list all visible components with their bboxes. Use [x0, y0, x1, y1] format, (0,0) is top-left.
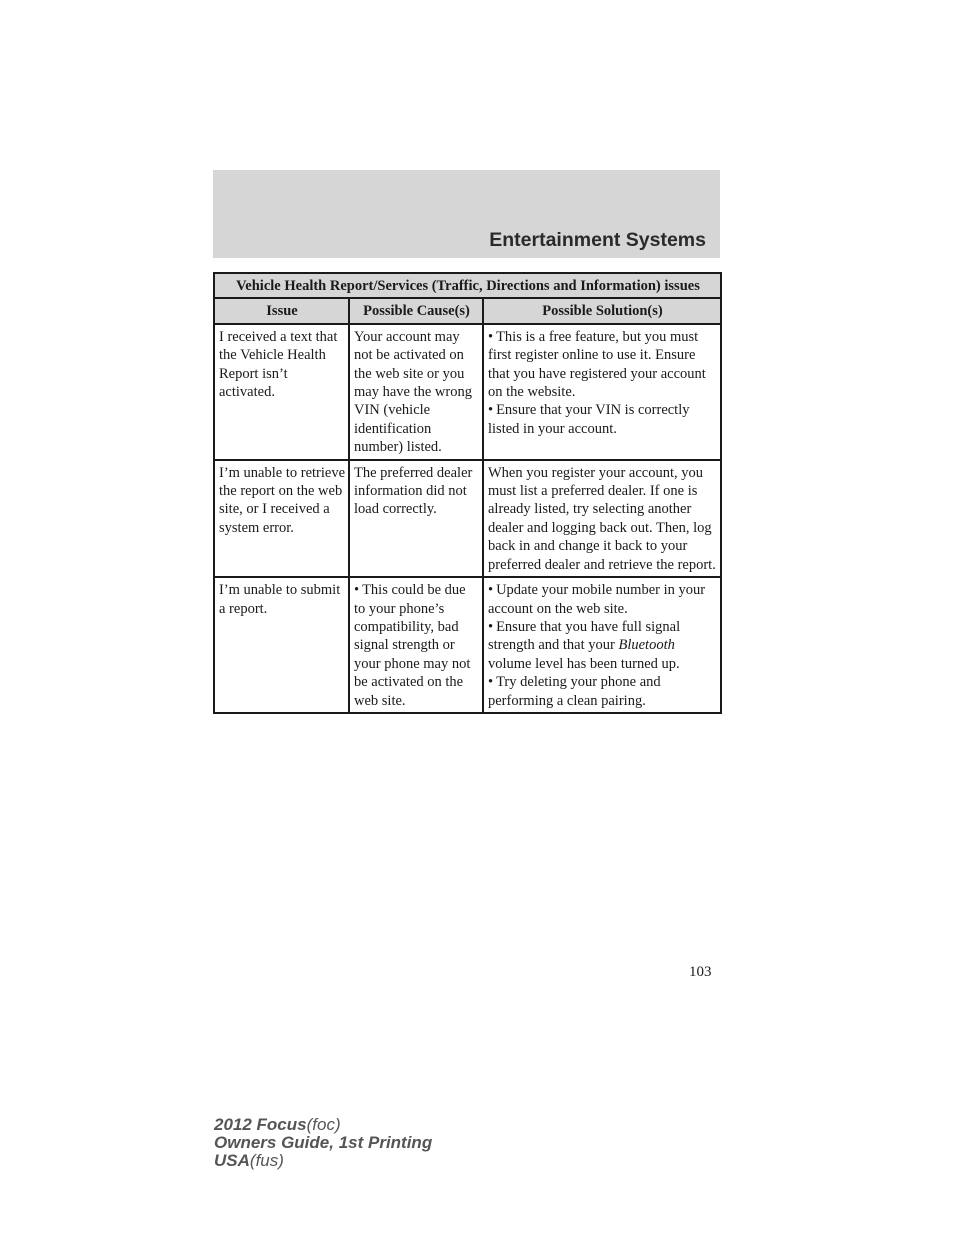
- cause-cell: [349, 577, 483, 713]
- cause-bullet: • This could be due to your phone’s compatibility, bad signal strength or your phone may not be activated on the web site.: [354, 581, 479, 710]
- solution-bullet: [488, 618, 717, 673]
- solution-cell: [483, 577, 721, 713]
- solution-bullet: • Try deleting your phone and performing a clean pairing.: [488, 673, 717, 710]
- table-header-row: [214, 298, 721, 323]
- solution-text: volume level has been turned up.: [488, 655, 680, 672]
- cause-cell: The preferred dealer information did not load correctly.: [349, 460, 483, 577]
- table-row: [214, 324, 721, 460]
- column-header-issue: Issue: [214, 298, 349, 323]
- section-title: Entertainment Systems: [489, 229, 706, 251]
- table-row: [214, 460, 721, 577]
- column-header-solution: Possible Solution(s): [483, 298, 721, 323]
- column-header-cause: Possible Cause(s): [349, 298, 483, 323]
- table-row: [214, 577, 721, 713]
- solution-cell: When you register your account, you must list a preferred dealer. If one is already listed, try selecting another dealer and logging back out. Then, log back in and change it back to your preferred dealer and retrieve the report.: [483, 460, 721, 577]
- footer-line-guide: Owners Guide, 1st Printing: [214, 1133, 433, 1152]
- solution-bullet: • Ensure that your VIN is correctly listed in your account.: [488, 401, 717, 438]
- issue-cell: I’m unable to retrieve the report on the web site, or I received a system error.: [214, 460, 349, 577]
- issue-cell: I received a text that the Vehicle Health Report isn’t activated.: [214, 324, 349, 460]
- footer-line-region: USA(fus): [214, 1151, 284, 1170]
- bluetooth-term: Bluetooth: [618, 637, 675, 654]
- cause-cell: Your account may not be activated on the web site or you may have the wrong VIN (vehicle identification number) listed.: [349, 324, 483, 460]
- solution-bullet: • Update your mobile number in your account on the web site.: [488, 581, 717, 618]
- section-header-band: [213, 170, 720, 258]
- table-title-row: [214, 273, 721, 298]
- solution-cell: [483, 324, 721, 460]
- issue-cell: I’m unable to submit a report.: [214, 577, 349, 713]
- document-footer: [214, 1116, 432, 1170]
- solution-bullet: • This is a free feature, but you must first register online to use it. Ensure that you have registered your account on the website.: [488, 328, 717, 402]
- page-number: 103: [689, 964, 712, 980]
- table-title: Vehicle Health Report/Services (Traffic, Directions and Information) issues: [214, 273, 721, 298]
- footer-line-model: 2012 Focus(foc): [214, 1115, 341, 1134]
- solution-text: Ensure that you have full signal strength and that your: [488, 618, 681, 654]
- troubleshooting-table: [213, 272, 722, 714]
